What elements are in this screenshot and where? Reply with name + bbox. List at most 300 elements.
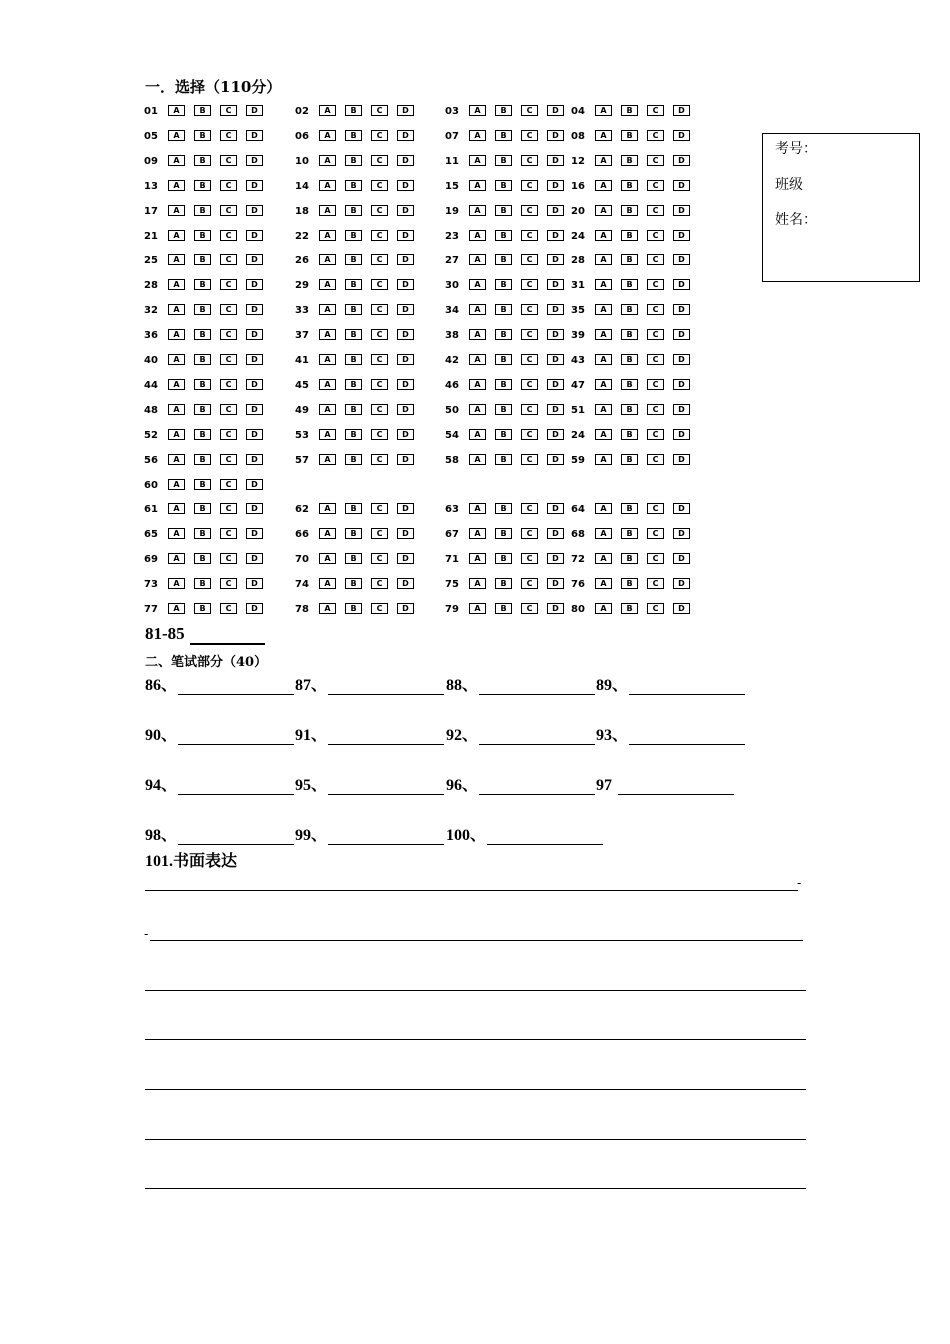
option-b-box[interactable]: B [495,454,512,465]
option-d-box[interactable]: D [397,528,414,539]
option-d-box[interactable]: D [673,130,690,141]
option-d-box[interactable]: D [673,230,690,241]
option-d-box[interactable]: D [246,279,263,290]
option-c-box[interactable]: C [220,230,237,241]
writing-line[interactable] [145,1089,806,1090]
option-d-box[interactable]: D [246,429,263,440]
writing-line[interactable] [145,1039,806,1040]
option-d-box[interactable]: D [397,230,414,241]
option-a-box[interactable]: A [319,205,336,216]
option-c-box[interactable]: C [647,503,664,514]
option-c-box[interactable]: C [220,155,237,166]
option-b-box[interactable]: B [621,180,638,191]
option-d-box[interactable]: D [547,528,564,539]
blank-answer-line[interactable] [178,694,294,695]
option-d-box[interactable]: D [246,603,263,614]
option-c-box[interactable]: C [647,454,664,465]
option-c-box[interactable]: C [371,503,388,514]
option-a-box[interactable]: A [168,155,185,166]
option-a-box[interactable]: A [469,279,486,290]
option-a-box[interactable]: A [469,503,486,514]
option-d-box[interactable]: D [397,205,414,216]
option-d-box[interactable]: D [547,454,564,465]
option-d-box[interactable]: D [673,503,690,514]
option-c-box[interactable]: C [371,454,388,465]
option-d-box[interactable]: D [246,329,263,340]
blank-answer-line[interactable] [178,844,294,845]
option-d-box[interactable]: D [547,603,564,614]
option-c-box[interactable]: C [647,603,664,614]
option-c-box[interactable]: C [521,528,538,539]
option-a-box[interactable]: A [168,180,185,191]
option-b-box[interactable]: B [621,429,638,440]
option-a-box[interactable]: A [319,553,336,564]
option-c-box[interactable]: C [521,429,538,440]
option-b-box[interactable]: B [495,329,512,340]
option-c-box[interactable]: C [647,553,664,564]
option-c-box[interactable]: C [647,578,664,589]
option-d-box[interactable]: D [673,603,690,614]
option-c-box[interactable]: C [220,205,237,216]
option-c-box[interactable]: C [521,379,538,390]
option-c-box[interactable]: C [521,105,538,116]
option-a-box[interactable]: A [319,404,336,415]
option-d-box[interactable]: D [397,429,414,440]
option-b-box[interactable]: B [194,180,211,191]
option-b-box[interactable]: B [345,454,362,465]
blank-answer-line[interactable] [618,794,734,795]
option-b-box[interactable]: B [345,379,362,390]
option-b-box[interactable]: B [495,279,512,290]
option-b-box[interactable]: B [621,528,638,539]
option-b-box[interactable]: B [495,429,512,440]
option-c-box[interactable]: C [220,105,237,116]
blank-answer-line[interactable] [479,744,595,745]
option-d-box[interactable]: D [547,503,564,514]
option-b-box[interactable]: B [495,404,512,415]
option-a-box[interactable]: A [168,304,185,315]
option-d-box[interactable]: D [397,354,414,365]
option-a-box[interactable]: A [595,528,612,539]
option-d-box[interactable]: D [397,553,414,564]
option-b-box[interactable]: B [345,354,362,365]
option-d-box[interactable]: D [397,329,414,340]
option-c-box[interactable]: C [220,553,237,564]
option-b-box[interactable]: B [345,279,362,290]
option-c-box[interactable]: C [521,354,538,365]
option-a-box[interactable]: A [595,354,612,365]
option-d-box[interactable]: D [547,304,564,315]
option-a-box[interactable]: A [319,304,336,315]
option-b-box[interactable]: B [495,130,512,141]
option-b-box[interactable]: B [194,404,211,415]
option-b-box[interactable]: B [495,379,512,390]
option-a-box[interactable]: A [168,205,185,216]
option-a-box[interactable]: A [595,279,612,290]
option-b-box[interactable]: B [194,254,211,265]
option-d-box[interactable]: D [397,379,414,390]
option-b-box[interactable]: B [194,603,211,614]
option-d-box[interactable]: D [397,404,414,415]
option-b-box[interactable]: B [495,603,512,614]
option-b-box[interactable]: B [345,230,362,241]
option-c-box[interactable]: C [371,304,388,315]
option-d-box[interactable]: D [246,130,263,141]
option-b-box[interactable]: B [495,553,512,564]
option-b-box[interactable]: B [194,528,211,539]
option-d-box[interactable]: D [246,454,263,465]
option-c-box[interactable]: C [647,379,664,390]
option-d-box[interactable]: D [547,254,564,265]
option-a-box[interactable]: A [469,454,486,465]
option-a-box[interactable]: A [319,503,336,514]
option-d-box[interactable]: D [673,105,690,116]
question-81-85-answer-line[interactable] [190,643,265,645]
option-a-box[interactable]: A [168,379,185,390]
option-b-box[interactable]: B [495,105,512,116]
option-b-box[interactable]: B [621,454,638,465]
option-a-box[interactable]: A [319,429,336,440]
option-a-box[interactable]: A [595,404,612,415]
option-c-box[interactable]: C [647,230,664,241]
option-c-box[interactable]: C [220,479,237,490]
option-d-box[interactable]: D [397,304,414,315]
blank-answer-line[interactable] [178,794,294,795]
option-b-box[interactable]: B [621,404,638,415]
option-b-box[interactable]: B [621,304,638,315]
option-c-box[interactable]: C [647,205,664,216]
option-c-box[interactable]: C [220,454,237,465]
option-b-box[interactable]: B [621,130,638,141]
option-c-box[interactable]: C [371,254,388,265]
option-c-box[interactable]: C [521,254,538,265]
option-b-box[interactable]: B [495,254,512,265]
option-c-box[interactable]: C [521,503,538,514]
option-d-box[interactable]: D [673,528,690,539]
option-a-box[interactable]: A [168,503,185,514]
option-c-box[interactable]: C [521,279,538,290]
option-b-box[interactable]: B [621,503,638,514]
option-b-box[interactable]: B [194,304,211,315]
option-a-box[interactable]: A [168,130,185,141]
option-a-box[interactable]: A [319,130,336,141]
option-d-box[interactable]: D [397,503,414,514]
blank-answer-line[interactable] [328,794,444,795]
option-a-box[interactable]: A [319,454,336,465]
option-a-box[interactable]: A [595,304,612,315]
option-c-box[interactable]: C [371,379,388,390]
writing-line[interactable] [145,890,798,891]
option-a-box[interactable]: A [168,254,185,265]
option-a-box[interactable]: A [168,354,185,365]
option-b-box[interactable]: B [495,578,512,589]
option-a-box[interactable]: A [168,329,185,340]
option-d-box[interactable]: D [673,205,690,216]
option-d-box[interactable]: D [246,155,263,166]
option-a-box[interactable]: A [469,603,486,614]
option-d-box[interactable]: D [246,379,263,390]
option-c-box[interactable]: C [371,429,388,440]
option-b-box[interactable]: B [621,105,638,116]
blank-answer-line[interactable] [629,694,745,695]
option-a-box[interactable]: A [469,205,486,216]
option-d-box[interactable]: D [246,479,263,490]
option-b-box[interactable]: B [345,603,362,614]
option-c-box[interactable]: C [220,354,237,365]
option-a-box[interactable]: A [469,528,486,539]
option-d-box[interactable]: D [547,180,564,191]
option-d-box[interactable]: D [547,553,564,564]
option-c-box[interactable]: C [220,304,237,315]
option-b-box[interactable]: B [194,329,211,340]
option-a-box[interactable]: A [168,230,185,241]
option-b-box[interactable]: B [621,379,638,390]
option-a-box[interactable]: A [595,578,612,589]
option-a-box[interactable]: A [595,329,612,340]
option-a-box[interactable]: A [595,429,612,440]
option-a-box[interactable]: A [595,230,612,241]
option-a-box[interactable]: A [168,429,185,440]
option-a-box[interactable]: A [319,379,336,390]
option-b-box[interactable]: B [621,354,638,365]
option-d-box[interactable]: D [246,354,263,365]
option-d-box[interactable]: D [547,230,564,241]
option-b-box[interactable]: B [495,354,512,365]
option-a-box[interactable]: A [469,180,486,191]
option-d-box[interactable]: D [547,379,564,390]
blank-answer-line[interactable] [487,844,603,845]
option-a-box[interactable]: A [168,578,185,589]
option-a-box[interactable]: A [469,379,486,390]
option-d-box[interactable]: D [547,404,564,415]
option-d-box[interactable]: D [547,155,564,166]
option-b-box[interactable]: B [194,205,211,216]
option-a-box[interactable]: A [595,503,612,514]
blank-answer-line[interactable] [479,694,595,695]
option-d-box[interactable]: D [246,528,263,539]
option-a-box[interactable]: A [168,603,185,614]
option-b-box[interactable]: B [194,354,211,365]
option-c-box[interactable]: C [371,603,388,614]
option-c-box[interactable]: C [371,528,388,539]
blank-answer-line[interactable] [328,694,444,695]
option-b-box[interactable]: B [194,130,211,141]
option-d-box[interactable]: D [246,205,263,216]
writing-line[interactable] [145,1139,806,1140]
option-b-box[interactable]: B [194,503,211,514]
option-a-box[interactable]: A [469,254,486,265]
option-a-box[interactable]: A [469,329,486,340]
option-a-box[interactable]: A [168,404,185,415]
option-a-box[interactable]: A [319,528,336,539]
option-d-box[interactable]: D [246,304,263,315]
option-d-box[interactable]: D [397,578,414,589]
option-d-box[interactable]: D [673,379,690,390]
option-c-box[interactable]: C [220,180,237,191]
option-a-box[interactable]: A [595,254,612,265]
option-c-box[interactable]: C [220,603,237,614]
option-d-box[interactable]: D [673,454,690,465]
option-b-box[interactable]: B [495,180,512,191]
option-c-box[interactable]: C [521,404,538,415]
option-a-box[interactable]: A [319,105,336,116]
option-c-box[interactable]: C [371,180,388,191]
option-a-box[interactable]: A [168,553,185,564]
option-b-box[interactable]: B [194,429,211,440]
option-b-box[interactable]: B [621,254,638,265]
option-d-box[interactable]: D [673,254,690,265]
option-b-box[interactable]: B [345,254,362,265]
option-d-box[interactable]: D [547,279,564,290]
blank-answer-line[interactable] [178,744,294,745]
option-c-box[interactable]: C [371,553,388,564]
blank-answer-line[interactable] [479,794,595,795]
option-c-box[interactable]: C [371,155,388,166]
option-d-box[interactable]: D [547,130,564,141]
option-d-box[interactable]: D [673,553,690,564]
option-b-box[interactable]: B [194,479,211,490]
option-a-box[interactable]: A [595,105,612,116]
option-d-box[interactable]: D [673,155,690,166]
option-a-box[interactable]: A [168,528,185,539]
option-c-box[interactable]: C [521,304,538,315]
option-d-box[interactable]: D [246,404,263,415]
option-c-box[interactable]: C [521,130,538,141]
option-b-box[interactable]: B [194,553,211,564]
option-c-box[interactable]: C [521,155,538,166]
option-c-box[interactable]: C [647,329,664,340]
option-b-box[interactable]: B [194,454,211,465]
option-b-box[interactable]: B [621,279,638,290]
option-d-box[interactable]: D [673,429,690,440]
option-a-box[interactable]: A [595,379,612,390]
option-c-box[interactable]: C [647,354,664,365]
option-b-box[interactable]: B [345,180,362,191]
option-b-box[interactable]: B [495,230,512,241]
option-a-box[interactable]: A [319,354,336,365]
option-d-box[interactable]: D [397,105,414,116]
option-d-box[interactable]: D [397,279,414,290]
option-b-box[interactable]: B [345,503,362,514]
option-c-box[interactable]: C [647,105,664,116]
option-b-box[interactable]: B [495,503,512,514]
option-b-box[interactable]: B [194,105,211,116]
option-d-box[interactable]: D [246,553,263,564]
option-c-box[interactable]: C [220,254,237,265]
option-c-box[interactable]: C [371,354,388,365]
option-c-box[interactable]: C [371,329,388,340]
option-c-box[interactable]: C [220,429,237,440]
option-c-box[interactable]: C [521,553,538,564]
option-a-box[interactable]: A [469,404,486,415]
option-b-box[interactable]: B [345,528,362,539]
option-c-box[interactable]: C [220,379,237,390]
option-b-box[interactable]: B [345,205,362,216]
option-a-box[interactable]: A [595,205,612,216]
option-b-box[interactable]: B [621,553,638,564]
option-d-box[interactable]: D [397,130,414,141]
option-b-box[interactable]: B [621,603,638,614]
option-a-box[interactable]: A [469,304,486,315]
option-b-box[interactable]: B [194,155,211,166]
option-d-box[interactable]: D [547,354,564,365]
option-a-box[interactable]: A [319,603,336,614]
option-d-box[interactable]: D [397,254,414,265]
blank-answer-line[interactable] [328,844,444,845]
option-c-box[interactable]: C [371,205,388,216]
option-a-box[interactable]: A [469,553,486,564]
option-c-box[interactable]: C [521,230,538,241]
writing-line[interactable] [150,940,803,941]
option-c-box[interactable]: C [521,454,538,465]
option-c-box[interactable]: C [220,279,237,290]
option-a-box[interactable]: A [469,578,486,589]
option-d-box[interactable]: D [547,205,564,216]
option-c-box[interactable]: C [647,155,664,166]
writing-line[interactable] [145,1188,806,1189]
option-c-box[interactable]: C [521,603,538,614]
option-d-box[interactable]: D [397,155,414,166]
option-b-box[interactable]: B [345,105,362,116]
option-d-box[interactable]: D [246,254,263,265]
option-b-box[interactable]: B [194,379,211,390]
option-b-box[interactable]: B [345,553,362,564]
option-a-box[interactable]: A [595,603,612,614]
option-b-box[interactable]: B [621,230,638,241]
option-d-box[interactable]: D [673,304,690,315]
option-b-box[interactable]: B [194,230,211,241]
option-a-box[interactable]: A [319,279,336,290]
option-d-box[interactable]: D [397,603,414,614]
option-d-box[interactable]: D [673,404,690,415]
option-c-box[interactable]: C [220,528,237,539]
option-a-box[interactable]: A [319,578,336,589]
option-c-box[interactable]: C [647,180,664,191]
option-a-box[interactable]: A [595,180,612,191]
option-c-box[interactable]: C [521,180,538,191]
option-c-box[interactable]: C [371,578,388,589]
option-b-box[interactable]: B [345,329,362,340]
option-b-box[interactable]: B [495,205,512,216]
option-d-box[interactable]: D [673,354,690,365]
option-d-box[interactable]: D [673,329,690,340]
option-c-box[interactable]: C [220,329,237,340]
option-c-box[interactable]: C [220,503,237,514]
option-a-box[interactable]: A [595,130,612,141]
option-a-box[interactable]: A [319,329,336,340]
option-a-box[interactable]: A [319,254,336,265]
blank-answer-line[interactable] [629,744,745,745]
option-b-box[interactable]: B [345,404,362,415]
option-a-box[interactable]: A [469,130,486,141]
option-a-box[interactable]: A [168,479,185,490]
option-c-box[interactable]: C [371,105,388,116]
writing-line[interactable] [145,990,806,991]
option-b-box[interactable]: B [621,155,638,166]
option-c-box[interactable]: C [371,279,388,290]
option-a-box[interactable]: A [595,553,612,564]
option-d-box[interactable]: D [673,180,690,191]
option-b-box[interactable]: B [345,429,362,440]
option-d-box[interactable]: D [246,180,263,191]
option-d-box[interactable]: D [246,503,263,514]
option-a-box[interactable]: A [319,180,336,191]
option-a-box[interactable]: A [319,155,336,166]
option-c-box[interactable]: C [647,254,664,265]
option-c-box[interactable]: C [647,404,664,415]
option-c-box[interactable]: C [220,404,237,415]
option-a-box[interactable]: A [469,354,486,365]
